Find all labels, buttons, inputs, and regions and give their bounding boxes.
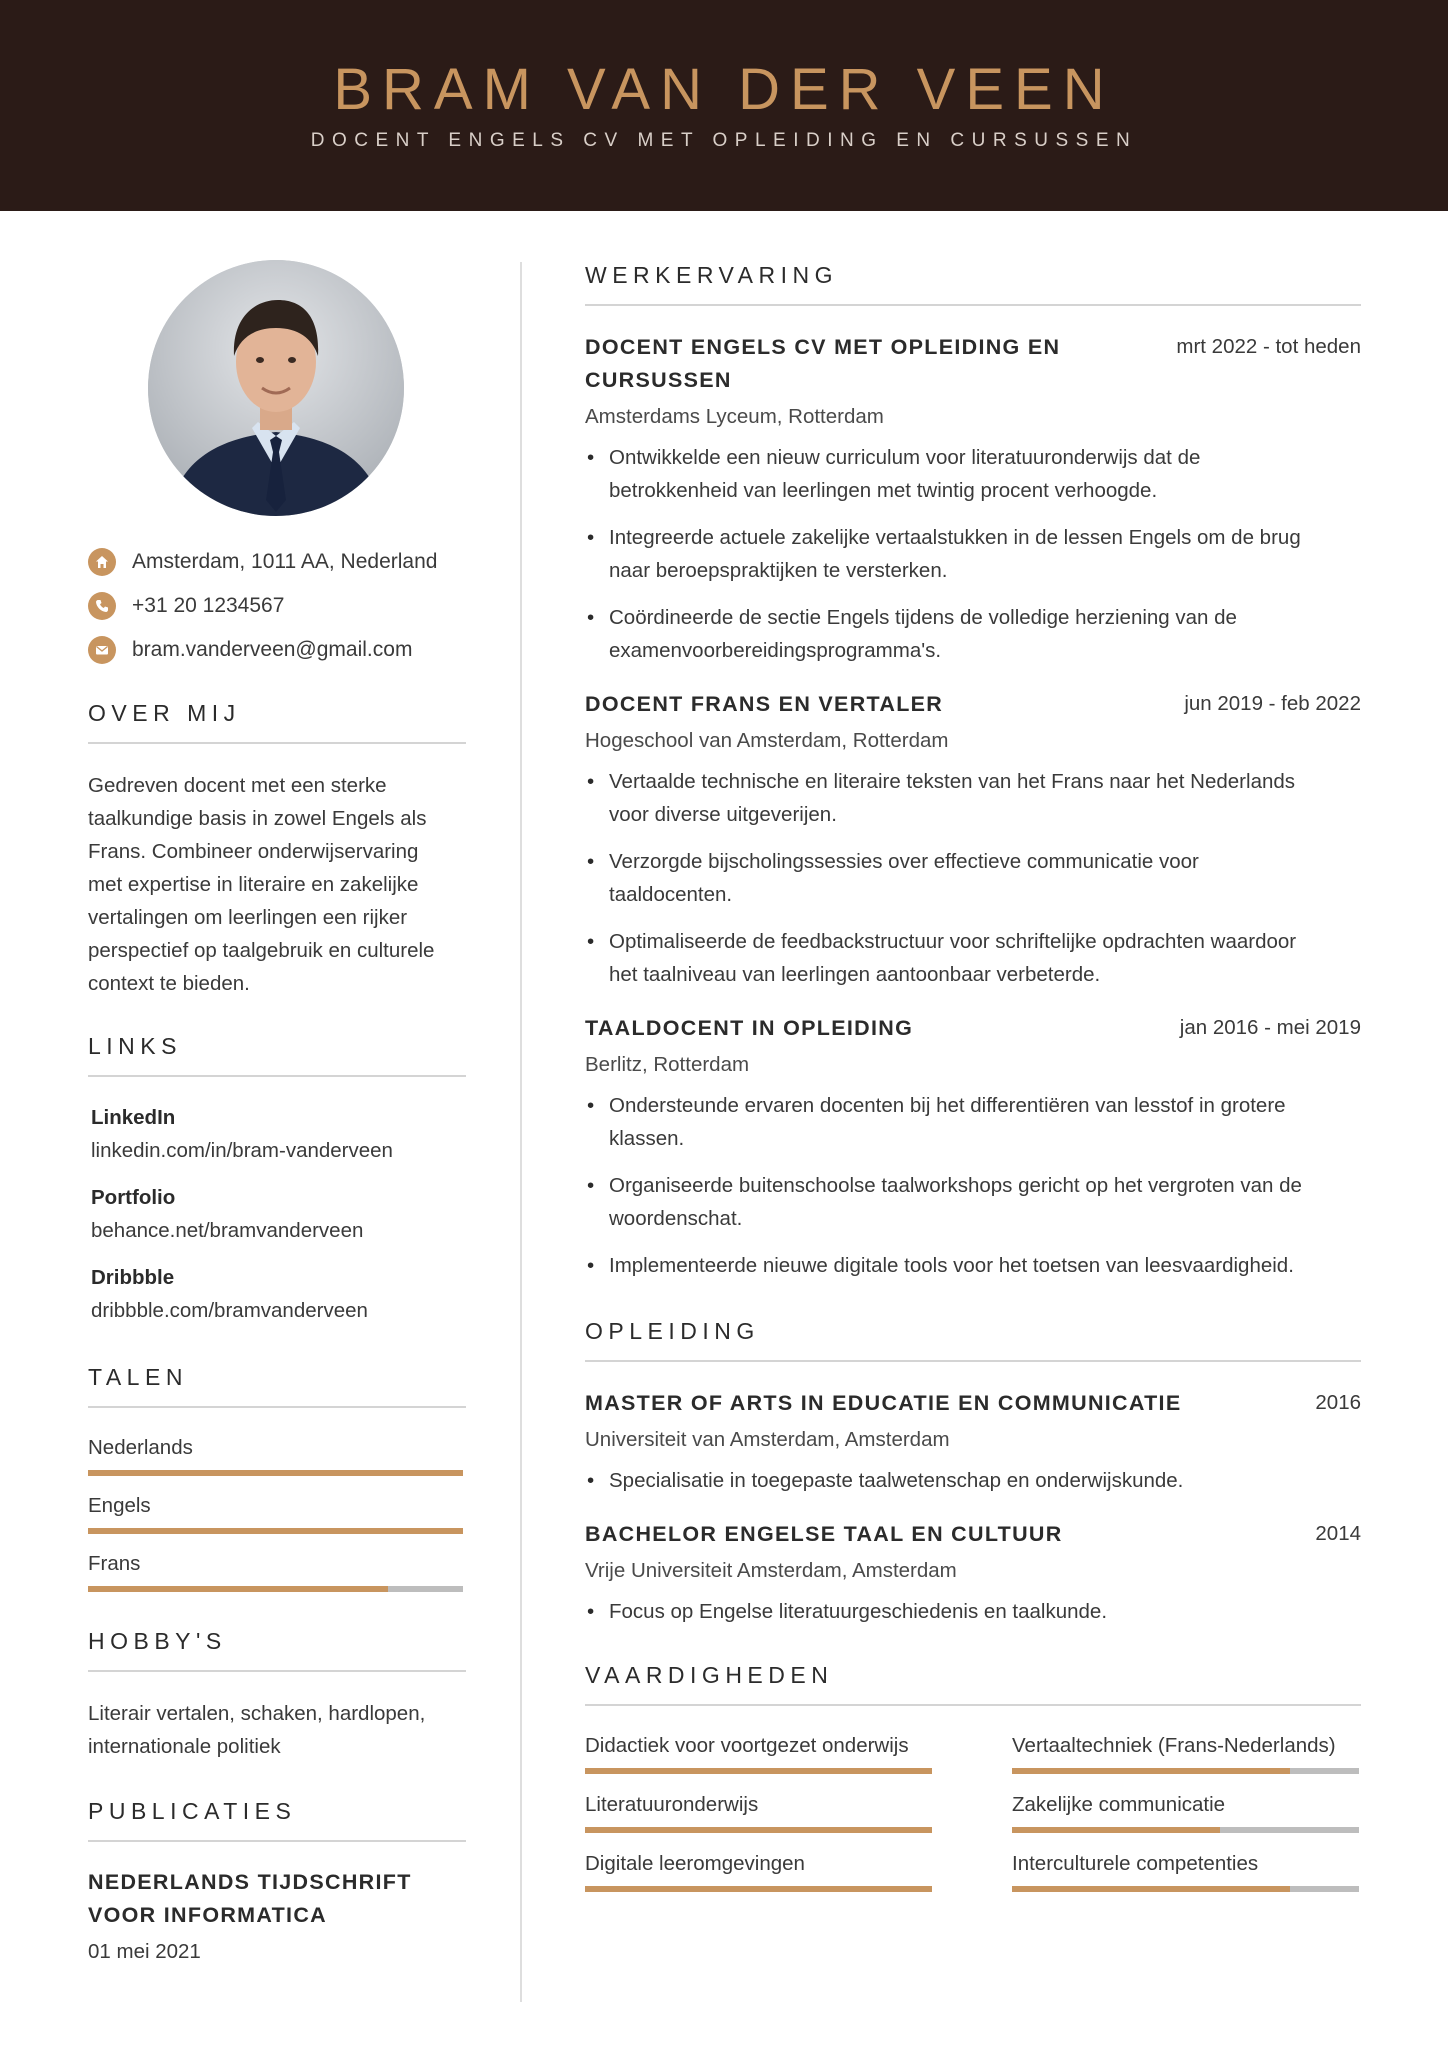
job-bullet <box>585 441 1375 507</box>
language-level-bar <box>88 1586 463 1592</box>
education-title: MASTER OF ARTS IN EDUCATIE EN COMMUNICATIE <box>585 1391 1182 1415</box>
bullet-line: naar beroepspraktijken te versterken. <box>609 559 948 582</box>
language-level-bar <box>88 1528 463 1534</box>
job-title <box>585 1012 1105 1045</box>
publication-title-line: NEDERLANDS TIJDSCHRIFT <box>88 1870 412 1894</box>
section-divider <box>88 1406 466 1408</box>
column-divider <box>520 262 522 2002</box>
skill-level-fill <box>1012 1768 1290 1774</box>
language-label: Frans <box>88 1552 141 1575</box>
job-bullet <box>585 1249 1375 1282</box>
skill-level-bar <box>1012 1768 1359 1774</box>
bullet-line: • Vertaalde technische en literaire teksten van het Frans naar het Nederlands <box>609 770 1296 793</box>
bullet-line: • Implementeerde nieuwe digitale tools voor het toetsen van leesvaardigheid. <box>609 1254 1294 1277</box>
job-title-line: TAALDOCENT IN OPLEIDING <box>585 1016 914 1040</box>
skill-level-bar <box>585 1768 932 1774</box>
contact-email <box>88 635 468 665</box>
section-divider <box>88 1670 466 1672</box>
bullet-line: • Organiseerde buitenschoolse taalworkshops gericht op het vergroten van de <box>609 1174 1302 1197</box>
skill-level-bar <box>1012 1827 1359 1833</box>
section-title-about: OVER MIJ <box>88 700 241 726</box>
bullet-line: woordenschat. <box>609 1207 743 1230</box>
job-organization: Amsterdams Lyceum, Rotterdam <box>585 405 884 428</box>
about-line: taalkundige basis in zowel Engels als <box>88 807 427 830</box>
section-title-skills: VAARDIGHEDEN <box>585 1662 834 1688</box>
about-line: vertalingen om leerlingen een rijker <box>88 906 408 929</box>
section-divider <box>88 1840 466 1842</box>
job-date: jan 2016 - mei 2019 <box>1179 1016 1361 1039</box>
language-level-fill <box>88 1470 463 1476</box>
section-title-languages: TALEN <box>88 1364 188 1390</box>
education-institution: Vrije Universiteit Amsterdam, Amsterdam <box>585 1559 957 1582</box>
bullet-line: taaldocenten. <box>609 883 733 906</box>
language-level-bar <box>88 1470 463 1476</box>
skill-label: Zakelijke communicatie <box>1012 1793 1226 1816</box>
skill-level-bar <box>1012 1886 1359 1892</box>
skill-level-fill <box>1012 1827 1220 1833</box>
phone-text: +31 20 1234567 <box>132 594 285 617</box>
skill-label: Interculturele competenties <box>1012 1852 1259 1875</box>
email-text: bram.vanderveen@gmail.com <box>132 638 413 661</box>
skill-level-fill <box>1012 1886 1290 1892</box>
contact-phone <box>88 591 468 621</box>
education-year: 2016 <box>1315 1391 1361 1414</box>
bullet-line: voor diverse uitgeverijen. <box>609 803 837 826</box>
link-url-dribbble[interactable]: dribbble.com/bramvanderveen <box>91 1299 368 1322</box>
bullet-line: examenvoorbereidingsprogramma's. <box>609 639 942 662</box>
about-line: perspectief op taalgebruik en culturele <box>88 939 435 962</box>
section-divider <box>585 304 1361 306</box>
job-date: jun 2019 - feb 2022 <box>1184 692 1361 715</box>
publication-title <box>88 1866 478 1932</box>
education-year: 2014 <box>1315 1522 1361 1545</box>
job-title-line: DOCENT FRANS EN VERTALER <box>585 692 944 716</box>
education-bullet: • Specialisatie in toegepaste taalwetenschap en onderwijskunde. <box>585 1464 1375 1497</box>
phone-icon <box>88 592 116 620</box>
bullet-line: klassen. <box>609 1127 685 1150</box>
section-divider <box>88 1075 466 1077</box>
link-url-linkedin[interactable]: linkedin.com/in/bram-vanderveen <box>91 1139 393 1162</box>
section-divider <box>585 1360 1361 1362</box>
job-title <box>585 331 1105 397</box>
education-institution: Universiteit van Amsterdam, Amsterdam <box>585 1428 950 1451</box>
job-organization: Hogeschool van Amsterdam, Rotterdam <box>585 729 949 752</box>
job-bullet <box>585 1169 1375 1235</box>
link-label-portfolio: Portfolio <box>91 1186 176 1209</box>
portrait-illustration <box>148 260 404 516</box>
link-label-linkedin: LinkedIn <box>91 1106 176 1129</box>
about-line: context te bieden. <box>88 972 250 995</box>
bullet-line: • Verzorgde bijscholingssessies over effectieve communicatie voor <box>609 850 1199 873</box>
section-title-education: OPLEIDING <box>585 1318 760 1344</box>
bullet-line: • Ontwikkelde een nieuw curriculum voor literatuuronderwijs dat de <box>609 446 1201 469</box>
contact-address <box>88 547 468 577</box>
home-icon <box>88 548 116 576</box>
section-divider <box>585 1704 1361 1706</box>
about-line: Frans. Combineer onderwijservaring <box>88 840 419 863</box>
education-title: BACHELOR ENGELSE TAAL EN CULTUUR <box>585 1522 1063 1546</box>
job-bullet <box>585 521 1375 587</box>
skill-label: Digitale leeromgevingen <box>585 1852 805 1875</box>
section-title-publications: PUBLICATIES <box>88 1798 297 1824</box>
profile-photo <box>148 260 404 516</box>
skill-level-bar <box>585 1827 932 1833</box>
bullet-line: betrokkenheid van leerlingen met twintig procent verhoogde. <box>609 479 1158 502</box>
job-bullet <box>585 601 1375 667</box>
hobbies-line: internationale politiek <box>88 1735 281 1758</box>
candidate-name: BRAM VAN DER VEEN <box>333 57 1115 122</box>
candidate-subtitle: DOCENT ENGELS CV MET OPLEIDING EN CURSUSSEN <box>310 130 1138 151</box>
bullet-line: • Coördineerde de sectie Engels tijdens de volledige herziening van de <box>609 606 1237 629</box>
language-level-fill <box>88 1528 463 1534</box>
job-bullet <box>585 1089 1375 1155</box>
bullet-line: • Integreerde actuele zakelijke vertaalstukken in de lessen Engels om de brug <box>609 526 1301 549</box>
skill-level-fill <box>585 1827 932 1833</box>
address-text: Amsterdam, 1011 AA, Nederland <box>132 550 438 573</box>
section-title-hobbies: HOBBY'S <box>88 1628 227 1654</box>
section-title-experience: WERKERVARING <box>585 262 839 288</box>
section-title-links: LINKS <box>88 1033 182 1059</box>
bullet-line: • Ondersteunde ervaren docenten bij het differentiëren van lesstof in grotere <box>609 1094 1286 1117</box>
hobbies-text <box>88 1697 478 1763</box>
skill-label: Vertaaltechniek (Frans-Nederlands) <box>1012 1734 1336 1757</box>
language-level-fill <box>88 1586 388 1592</box>
header-banner <box>0 0 1448 211</box>
skill-label: Literatuuronderwijs <box>585 1793 759 1816</box>
publication-title-line: VOOR INFORMATICA <box>88 1903 327 1927</box>
about-text <box>88 769 478 1000</box>
skill-level-fill <box>585 1886 932 1892</box>
skill-label: Didactiek voor voortgezet onderwijs <box>585 1734 909 1757</box>
skill-level-bar <box>585 1886 932 1892</box>
link-label-dribbble: Dribbble <box>91 1266 175 1289</box>
about-line: met expertise in literaire en zakelijke <box>88 873 419 896</box>
job-bullet <box>585 845 1375 911</box>
job-title <box>585 688 1105 721</box>
about-line: Gedreven docent met een sterke <box>88 774 387 797</box>
bullet-line: het taalniveau van leerlingen aantoonbaar verbeterde. <box>609 963 1101 986</box>
skill-level-fill <box>585 1768 932 1774</box>
job-bullet <box>585 765 1375 831</box>
job-date: mrt 2022 - tot heden <box>1176 335 1361 358</box>
education-bullet: • Focus op Engelse literatuurgeschiedenis en taalkunde. <box>585 1595 1375 1628</box>
section-divider <box>88 742 466 744</box>
publication-date: 01 mei 2021 <box>88 1940 201 1963</box>
hobbies-line: Literair vertalen, schaken, hardlopen, <box>88 1702 426 1725</box>
mail-icon <box>88 636 116 664</box>
bullet-line: • Optimaliseerde de feedbackstructuur voor schriftelijke opdrachten waardoor <box>609 930 1297 953</box>
language-label: Nederlands <box>88 1436 193 1459</box>
link-url-portfolio[interactable]: behance.net/bramvanderveen <box>91 1219 364 1242</box>
job-bullet <box>585 925 1375 991</box>
job-organization: Berlitz, Rotterdam <box>585 1053 750 1076</box>
language-label: Engels <box>88 1494 151 1517</box>
job-title-line: CURSUSSEN <box>585 368 732 392</box>
job-title-line: DOCENT ENGELS CV MET OPLEIDING EN <box>585 335 1061 359</box>
